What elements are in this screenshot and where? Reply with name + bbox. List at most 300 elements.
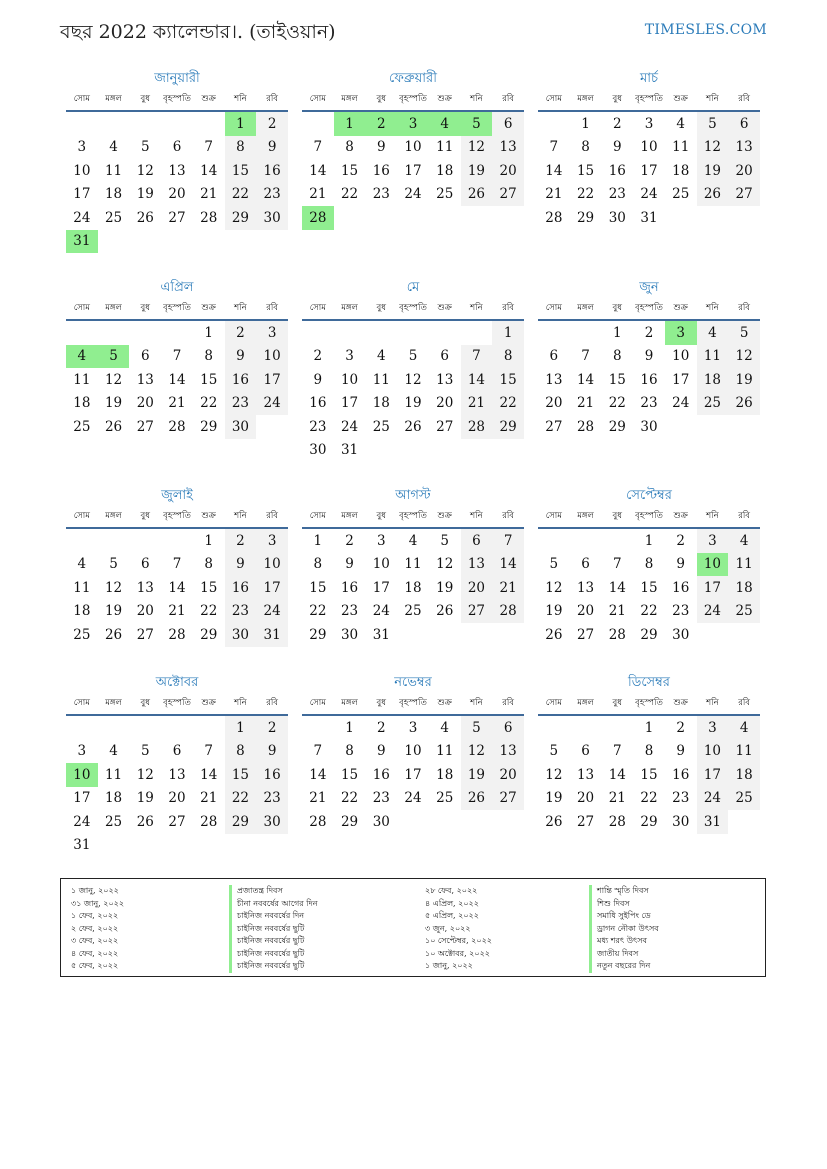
day-cell: 9 xyxy=(376,743,386,760)
day-cell: 20 xyxy=(461,576,493,600)
day-cell: 20 xyxy=(576,603,595,620)
day-cell: 15 xyxy=(576,162,595,179)
holiday-day-cell: 31 xyxy=(66,230,98,254)
day-cell: 10 xyxy=(672,348,690,365)
day-cell: 28 xyxy=(608,626,626,643)
weekday-label: শনি xyxy=(234,94,247,104)
legend-date: ১০ অক্টোবর, ২০২২ xyxy=(425,948,490,958)
empty-cell xyxy=(570,321,602,345)
day-cell: 22 xyxy=(608,395,626,412)
day-cell: 9 xyxy=(225,553,257,577)
day-cell: 27 xyxy=(492,183,524,207)
empty-cell xyxy=(334,321,366,345)
weekday-label: সোম xyxy=(545,511,562,521)
weekday-label: মঙ্গল xyxy=(105,511,122,521)
day-cell: 2 xyxy=(676,719,685,736)
day-cell: 19 xyxy=(545,603,563,620)
day-cell: 25 xyxy=(73,418,91,435)
weekday-label: শুক্র xyxy=(673,94,688,104)
empty-cell xyxy=(161,112,193,136)
month-name: মার্চ xyxy=(639,71,658,86)
weekday-label: বৃহস্পতি xyxy=(163,303,191,313)
month-name: আগস্ট xyxy=(395,488,431,503)
day-cell: 7 xyxy=(612,556,622,573)
day-cell: 7 xyxy=(313,139,323,156)
holiday-legend xyxy=(60,878,766,977)
day-cell: 19 xyxy=(104,603,123,620)
day-cell: 18 xyxy=(104,186,123,203)
holiday-day-cell: 2 xyxy=(365,112,397,136)
day-cell: 30 xyxy=(672,813,690,830)
empty-cell xyxy=(193,112,225,136)
day-cell: 23 xyxy=(256,183,288,207)
day-cell: 21 xyxy=(461,392,493,416)
day-cell: 1 xyxy=(345,719,354,736)
weekday-label: সোম xyxy=(545,698,562,708)
weekday-label: বৃহস্পতি xyxy=(635,303,663,313)
month-name: অক্টোবর xyxy=(155,675,199,690)
day-grid xyxy=(538,716,760,834)
empty-cell xyxy=(302,716,334,740)
holiday-day-cell: 5 xyxy=(461,112,493,136)
day-cell: 3 xyxy=(408,719,418,736)
day-cell: 31 xyxy=(73,837,91,854)
day-cell: 9 xyxy=(345,556,354,573)
day-cell: 19 xyxy=(728,368,760,392)
day-grid xyxy=(302,529,524,647)
weekday-label: সোম xyxy=(545,303,562,313)
day-cell: 16 xyxy=(340,579,359,596)
day-cell: 1 xyxy=(204,324,213,341)
day-cell: 14 xyxy=(168,579,186,596)
day-cell: 13 xyxy=(436,371,454,388)
empty-cell xyxy=(302,321,334,345)
day-cell: 13 xyxy=(136,371,154,388)
day-cell: 24 xyxy=(672,395,690,412)
empty-cell xyxy=(193,716,225,740)
day-cell: 2 xyxy=(345,532,354,549)
month-name: জুলাই xyxy=(161,488,193,503)
weekday-label: রবি xyxy=(738,94,751,104)
day-cell: 2 xyxy=(256,716,288,740)
month-name: সেপ্টেম্বর xyxy=(626,488,672,503)
day-cell: 26 xyxy=(697,183,729,207)
day-cell: 21 xyxy=(309,790,327,807)
day-cell: 1 xyxy=(644,532,654,549)
day-cell: 23 xyxy=(225,392,257,416)
empty-cell xyxy=(161,716,193,740)
day-cell: 23 xyxy=(372,186,390,203)
day-cell: 15 xyxy=(640,766,658,783)
day-cell: 31 xyxy=(640,209,658,226)
day-cell: 1 xyxy=(581,115,590,132)
weekday-label: মঙ্গল xyxy=(341,698,358,708)
weekday-label: শনি xyxy=(470,511,483,521)
weekday-label: বুধ xyxy=(140,698,151,708)
weekday-label: বৃহস্পতি xyxy=(399,94,427,104)
day-grid xyxy=(302,112,524,230)
day-cell: 3 xyxy=(77,139,87,156)
day-cell: 12 xyxy=(136,162,154,179)
weekday-label: বৃহস্পতি xyxy=(635,94,663,104)
day-cell: 6 xyxy=(172,743,182,760)
day-cell: 1 xyxy=(204,532,213,549)
day-cell: 1 xyxy=(225,716,257,740)
day-cell: 4 xyxy=(440,719,449,736)
day-cell: 17 xyxy=(404,766,422,783)
day-cell: 17 xyxy=(372,579,390,596)
day-cell: 16 xyxy=(672,766,690,783)
legend-date: ৩১ জানু, ২০২২ xyxy=(71,898,125,908)
day-cell: 20 xyxy=(136,603,154,620)
day-cell: 27 xyxy=(728,183,760,207)
day-cell: 1 xyxy=(313,532,323,549)
weekday-label: বৃহস্পতি xyxy=(399,511,427,521)
day-cell: 8 xyxy=(612,348,622,365)
day-cell: 4 xyxy=(408,532,418,549)
day-cell: 25 xyxy=(436,790,454,807)
day-cell: 5 xyxy=(140,743,150,760)
day-cell: 31 xyxy=(372,626,390,643)
day-cell: 24 xyxy=(73,813,91,830)
day-grid xyxy=(302,321,524,462)
weekday-label: বুধ xyxy=(140,511,151,521)
day-cell: 29 xyxy=(492,415,524,439)
day-grid xyxy=(538,529,760,647)
month-block xyxy=(66,70,288,253)
day-cell: 18 xyxy=(104,790,123,807)
month-block xyxy=(302,279,524,462)
day-cell: 18 xyxy=(728,576,760,600)
day-cell: 19 xyxy=(545,790,563,807)
day-cell: 27 xyxy=(136,626,154,643)
day-cell: 3 xyxy=(697,716,729,740)
day-cell: 7 xyxy=(313,743,323,760)
day-cell: 7 xyxy=(172,348,182,365)
day-cell: 11 xyxy=(73,579,91,596)
day-cell: 1 xyxy=(612,324,622,341)
day-cell: 5 xyxy=(549,743,559,760)
day-cell: 19 xyxy=(436,579,454,596)
day-cell: 27 xyxy=(545,418,563,435)
weekday-header xyxy=(66,88,288,112)
day-grid xyxy=(66,716,288,857)
weekday-label: শুক্র xyxy=(437,303,452,313)
day-cell: 4 xyxy=(728,716,760,740)
day-cell: 4 xyxy=(697,321,729,345)
weekday-label: সোম xyxy=(73,94,90,104)
day-cell: 8 xyxy=(345,139,354,156)
day-cell: 6 xyxy=(492,716,524,740)
day-cell: 20 xyxy=(136,395,154,412)
day-cell: 29 xyxy=(200,418,218,435)
day-cell: 14 xyxy=(309,162,327,179)
weekday-label: শুক্র xyxy=(201,511,216,521)
day-cell: 30 xyxy=(372,813,390,830)
day-cell: 25 xyxy=(104,813,123,830)
day-cell: 6 xyxy=(461,529,493,553)
weekday-header xyxy=(302,297,524,321)
day-cell: 25 xyxy=(73,626,91,643)
day-cell: 10 xyxy=(404,743,422,760)
day-cell: 19 xyxy=(104,395,123,412)
day-cell: 2 xyxy=(225,529,257,553)
weekday-label: সোম xyxy=(309,94,326,104)
day-cell: 12 xyxy=(104,371,123,388)
legend-holiday-name: চাইনিজ নববর্ষের ছুটি xyxy=(229,935,318,948)
day-cell: 11 xyxy=(436,139,454,156)
legend-date: ১ জানু, ২০২২ xyxy=(425,961,473,970)
day-cell: 7 xyxy=(204,743,213,760)
day-cell: 12 xyxy=(545,579,563,596)
weekday-label: শনি xyxy=(470,303,483,313)
weekday-label: বৃহস্পতি xyxy=(399,698,427,708)
day-cell: 3 xyxy=(644,115,654,132)
weekday-label: শনি xyxy=(234,303,247,313)
day-cell: 21 xyxy=(309,186,327,203)
weekday-label: রবি xyxy=(266,303,279,313)
day-cell: 18 xyxy=(436,162,454,179)
day-cell: 18 xyxy=(404,579,422,596)
day-cell: 26 xyxy=(404,418,422,435)
day-cell: 6 xyxy=(140,348,150,365)
day-cell: 9 xyxy=(676,556,685,573)
weekday-label: শনি xyxy=(706,698,719,708)
day-cell: 26 xyxy=(728,392,760,416)
empty-cell xyxy=(129,112,161,136)
day-cell: 9 xyxy=(644,348,654,365)
weekday-label: বৃহস্পতি xyxy=(163,698,191,708)
day-cell: 15 xyxy=(340,162,359,179)
weekday-label: বুধ xyxy=(376,698,387,708)
day-cell: 7 xyxy=(204,139,213,156)
day-cell: 18 xyxy=(372,395,390,412)
day-cell: 2 xyxy=(612,115,622,132)
day-cell: 5 xyxy=(408,348,418,365)
day-cell: 22 xyxy=(640,790,658,807)
day-cell: 25 xyxy=(372,418,390,435)
empty-cell xyxy=(161,321,193,345)
day-cell: 29 xyxy=(225,206,257,230)
day-cell: 20 xyxy=(545,395,563,412)
day-cell: 14 xyxy=(492,553,524,577)
weekday-label: রবি xyxy=(502,303,515,313)
day-cell: 6 xyxy=(440,348,449,365)
weekday-label: বৃহস্পতি xyxy=(163,94,191,104)
day-cell: 10 xyxy=(73,162,91,179)
day-cell: 9 xyxy=(256,136,288,160)
day-cell: 11 xyxy=(697,345,729,369)
day-cell: 30 xyxy=(225,415,257,439)
weekday-label: বুধ xyxy=(612,303,623,313)
empty-cell xyxy=(538,716,570,740)
empty-cell xyxy=(538,321,570,345)
day-cell: 19 xyxy=(136,790,154,807)
day-cell: 21 xyxy=(576,395,595,412)
weekday-header xyxy=(302,692,524,716)
day-cell: 4 xyxy=(376,348,386,365)
legend-date: ৩ জুন, ২০২২ xyxy=(425,923,471,933)
legend-left-names xyxy=(229,885,318,973)
holiday-day-cell: 10 xyxy=(66,763,98,787)
day-cell: 15 xyxy=(309,579,327,596)
day-cell: 16 xyxy=(672,579,690,596)
empty-cell xyxy=(429,321,461,345)
weekday-label: রবি xyxy=(738,511,751,521)
day-cell: 10 xyxy=(640,139,658,156)
day-cell: 17 xyxy=(404,162,422,179)
day-cell: 24 xyxy=(640,186,658,203)
weekday-header xyxy=(538,297,760,321)
day-cell: 29 xyxy=(340,813,359,830)
day-cell: 11 xyxy=(672,139,690,156)
day-cell: 25 xyxy=(728,787,760,811)
weekday-label: মঙ্গল xyxy=(341,511,358,521)
weekday-label: বুধ xyxy=(376,94,387,104)
day-cell: 21 xyxy=(545,186,563,203)
day-cell: 14 xyxy=(545,162,563,179)
day-cell: 22 xyxy=(492,392,524,416)
day-cell: 15 xyxy=(608,371,626,388)
weekday-label: মঙ্গল xyxy=(105,94,122,104)
day-cell: 10 xyxy=(256,345,288,369)
day-cell: 8 xyxy=(644,743,654,760)
day-cell: 23 xyxy=(640,395,658,412)
day-cell: 22 xyxy=(225,183,257,207)
day-cell: 23 xyxy=(225,600,257,624)
day-cell: 29 xyxy=(608,418,626,435)
day-cell: 30 xyxy=(309,442,327,459)
empty-cell xyxy=(601,529,633,553)
month-block xyxy=(538,70,760,230)
day-cell: 11 xyxy=(104,162,123,179)
empty-cell xyxy=(461,321,493,345)
weekday-label: শনি xyxy=(470,698,483,708)
legend-holiday-name: চাইনিজ নববর্ষের ছুটি xyxy=(229,923,318,936)
day-cell: 8 xyxy=(225,740,257,764)
day-cell: 2 xyxy=(256,112,288,136)
brand-link[interactable]: TIMESLES.COM xyxy=(644,22,767,38)
weekday-label: শুক্র xyxy=(437,698,452,708)
day-cell: 21 xyxy=(200,790,218,807)
legend-left-dates xyxy=(71,885,124,973)
day-cell: 11 xyxy=(728,553,760,577)
day-cell: 17 xyxy=(340,395,359,412)
day-cell: 6 xyxy=(581,556,590,573)
empty-cell xyxy=(98,716,130,740)
day-cell: 15 xyxy=(640,579,658,596)
weekday-header xyxy=(538,692,760,716)
day-cell: 23 xyxy=(608,186,626,203)
empty-cell xyxy=(66,321,98,345)
weekday-label: শনি xyxy=(706,94,719,104)
day-cell: 2 xyxy=(313,348,323,365)
legend-holiday-name: জাতীয় দিবস xyxy=(589,948,659,961)
day-cell: 15 xyxy=(200,579,218,596)
day-cell: 23 xyxy=(672,603,690,620)
day-cell: 22 xyxy=(340,186,359,203)
day-cell: 24 xyxy=(404,186,422,203)
day-cell: 18 xyxy=(672,162,690,179)
day-cell: 22 xyxy=(576,186,595,203)
day-grid xyxy=(538,112,760,230)
day-cell: 8 xyxy=(492,345,524,369)
weekday-label: রবি xyxy=(266,698,279,708)
day-cell: 9 xyxy=(676,743,685,760)
day-cell: 30 xyxy=(608,209,626,226)
day-cell: 8 xyxy=(313,556,323,573)
day-cell: 26 xyxy=(136,209,154,226)
empty-cell xyxy=(570,716,602,740)
day-cell: 3 xyxy=(256,321,288,345)
day-cell: 6 xyxy=(172,139,182,156)
legend-right-dates xyxy=(425,885,492,973)
weekday-label: সোম xyxy=(309,511,326,521)
day-cell: 19 xyxy=(136,186,154,203)
day-cell: 13 xyxy=(492,740,524,764)
day-cell: 8 xyxy=(225,136,257,160)
day-cell: 30 xyxy=(340,626,359,643)
day-cell: 20 xyxy=(492,763,524,787)
weekday-header xyxy=(302,88,524,112)
empty-cell xyxy=(129,529,161,553)
day-cell: 24 xyxy=(256,600,288,624)
day-cell: 19 xyxy=(461,159,493,183)
day-cell: 22 xyxy=(225,787,257,811)
day-cell: 27 xyxy=(436,418,454,435)
legend-date: ২৮ ফেব, ২০২২ xyxy=(425,886,478,895)
weekday-label: রবি xyxy=(266,511,279,521)
day-cell: 5 xyxy=(549,556,559,573)
weekday-label: বুধ xyxy=(612,698,623,708)
weekday-label: শনি xyxy=(706,303,719,313)
day-cell: 19 xyxy=(461,763,493,787)
weekday-label: বুধ xyxy=(376,511,387,521)
day-cell: 24 xyxy=(697,600,729,624)
month-block xyxy=(538,487,760,647)
day-cell: 14 xyxy=(608,579,626,596)
day-cell: 21 xyxy=(608,603,626,620)
day-cell: 3 xyxy=(77,743,87,760)
day-cell: 16 xyxy=(225,576,257,600)
day-cell: 8 xyxy=(644,556,654,573)
weekday-label: বৃহস্পতি xyxy=(635,698,663,708)
day-cell: 23 xyxy=(372,790,390,807)
weekday-header xyxy=(66,297,288,321)
weekday-label: বুধ xyxy=(612,511,623,521)
day-cell: 6 xyxy=(140,556,150,573)
day-cell: 28 xyxy=(200,209,218,226)
day-cell: 10 xyxy=(697,740,729,764)
weekday-label: বুধ xyxy=(612,94,623,104)
empty-cell xyxy=(98,321,130,345)
day-cell: 27 xyxy=(576,813,595,830)
legend-date: ১ জানু, ২০২২ xyxy=(71,886,119,895)
legend-date: ১ ফেব, ২০২২ xyxy=(71,911,119,920)
day-cell: 29 xyxy=(640,626,658,643)
legend-date: ৪ ফেব, ২০২২ xyxy=(71,948,119,958)
day-cell: 19 xyxy=(404,395,422,412)
month-name: মে xyxy=(406,280,420,295)
weekday-label: রবি xyxy=(502,94,515,104)
day-cell: 4 xyxy=(109,139,118,156)
day-cell: 12 xyxy=(436,556,454,573)
day-cell: 26 xyxy=(136,813,154,830)
empty-cell xyxy=(129,321,161,345)
month-block xyxy=(538,674,760,834)
month-name: জুন xyxy=(639,280,659,295)
day-cell: 8 xyxy=(204,348,213,365)
